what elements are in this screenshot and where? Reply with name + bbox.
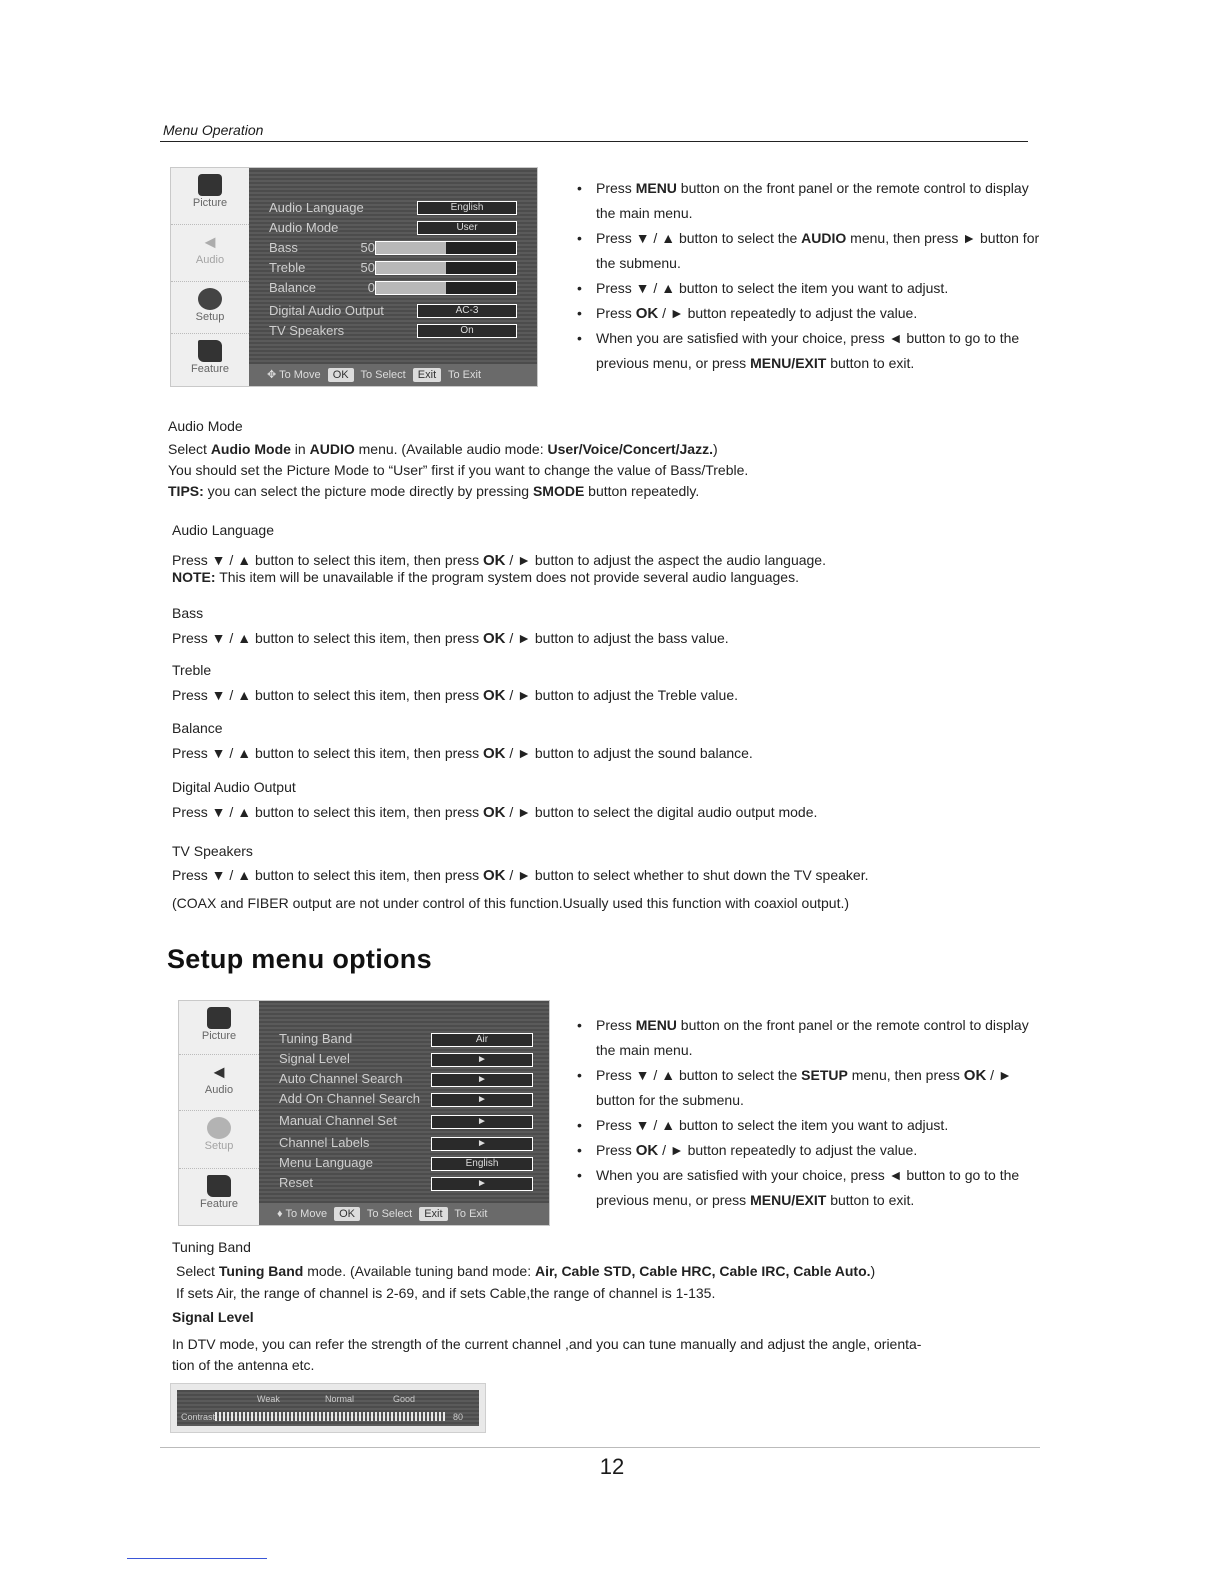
category-setup: Setup [171, 282, 249, 334]
paragraph: Press ▼ / ▲ button to select this item, then press OK / ► button to adjust the bass value. [172, 630, 729, 647]
running-header: Menu Operation [163, 122, 264, 138]
tv-icon [207, 1007, 231, 1029]
paragraph: tion of the antenna etc. [172, 1357, 315, 1373]
paragraph: TIPS: you can select the picture mode directly by pressing SMODE button repeatedly. [168, 483, 700, 499]
section-heading: TV Speakers [172, 843, 253, 859]
signal-level-screenshot [170, 1383, 486, 1433]
paragraph: Select Tuning Band mode. (Available tuning band mode: Air, Cable STD, Cable HRC, Cable IRC, Cable Auto.) [176, 1263, 876, 1279]
value-box: ► [431, 1177, 533, 1191]
meter-label-normal: Normal [325, 1394, 355, 1404]
menu-row: Treble 50 [269, 260, 375, 275]
audio-menu-panel: Audio Language English Audio Mode User Bass 50 Treble 50 Balance 0 Digital Audio Output AC-3 TV Speakers On ✥ To Move OK To Select Exit To Exit [249, 168, 537, 386]
tv-icon [198, 174, 222, 196]
paragraph: Press ▼ / ▲ button to select this item, then press OK / ► button to adjust the aspect the audio language. [172, 552, 826, 569]
value-box: On [417, 324, 517, 338]
category-audio: ◄ Audio [171, 225, 249, 282]
section-heading: Bass [172, 605, 204, 621]
meter-label-good: Good [393, 1394, 416, 1404]
list-item: • Press OK / ► button repeatedly to adjust the value. [574, 301, 1044, 326]
paragraph: You should set the Picture Mode to “User” first if you want to change the value of Bass/Treble. [168, 462, 749, 478]
section-title: Setup menu options [167, 944, 432, 974]
page-number: 12 [599, 1454, 625, 1479]
section-heading: Audio Language [172, 522, 274, 538]
menu-row: Balance 0 [269, 280, 375, 295]
level-bar [375, 281, 517, 295]
menu-footer: ♦ To Move OK To Select Exit To Exit [259, 1203, 549, 1225]
level-bar [375, 261, 517, 275]
move-arrows-icon: ♦ [277, 1208, 283, 1220]
menu-category-sidebar [179, 1001, 259, 1225]
category-picture: Picture [171, 168, 249, 225]
list-item: • When you are satisfied with your choice, press ◄ button to go to the previous menu, or press MENU/EXIT button to exit. [574, 326, 1044, 376]
level-bar [375, 241, 517, 255]
list-item: • When you are satisfied with your choice, press ◄ button to go to the previous menu, or press MENU/EXIT button to exit. [574, 1163, 1044, 1213]
setup-menu-screenshot [178, 1000, 550, 1226]
value-box: ► [431, 1115, 533, 1129]
menu-footer: ✥ To Move OK To Select Exit To Exit [249, 364, 537, 386]
feature-icon [198, 340, 222, 362]
paragraph: If sets Air, the range of channel is 2-69, and if sets Cable,the range of channel is 1-135. [176, 1285, 716, 1301]
value-box: ► [431, 1053, 533, 1067]
menu-category-sidebar [171, 168, 249, 386]
paragraph: Press ▼ / ▲ button to select this item, then press OK / ► button to select whether to shut down the TV speaker. [172, 867, 869, 884]
move-arrows-icon: ✥ [267, 369, 277, 381]
list-item: • Press ▼ / ▲ button to select the item you want to adjust. [574, 1113, 1044, 1138]
value-box: ► [431, 1073, 533, 1087]
section-heading: Balance [172, 720, 223, 736]
section-heading: Digital Audio Output [172, 779, 296, 795]
satellite-dish-icon [207, 1117, 231, 1139]
speaker-icon: ◄ [210, 1062, 228, 1082]
value-box: English [431, 1157, 533, 1171]
value-box: User [417, 221, 517, 235]
satellite-dish-icon [198, 288, 222, 310]
list-item: • Press MENU button on the front panel or the remote control to display the main menu. [574, 176, 1044, 226]
paragraph: Press ▼ / ▲ button to select this item, then press OK / ► button to adjust the Treble value. [172, 687, 739, 704]
meter-label-weak: Weak [257, 1394, 280, 1404]
category-audio: ◄ Audio [179, 1055, 259, 1111]
setup-menu-panel: Tuning Band Air Signal Level ► Auto Channel Search ► Add On Channel Search ► Manual Channel Set ► Channel Labels ► Menu Language English Reset ► ♦ To Move OK To Select Exit To Exit [259, 1001, 549, 1225]
paragraph: Press ▼ / ▲ button to select this item, then press OK / ► button to adjust the sound balance. [172, 745, 753, 762]
link-underline [127, 1558, 267, 1559]
section-heading: Audio Mode [168, 418, 243, 434]
value-box: Air [431, 1033, 533, 1047]
audio-menu-screenshot [170, 167, 538, 387]
footer-rule [160, 1447, 1040, 1448]
meter-label-contrast: Contrast [181, 1412, 216, 1422]
feature-icon [207, 1175, 231, 1197]
signal-meter-bar [215, 1412, 447, 1421]
paragraph: Press ▼ / ▲ button to select this item, then press OK / ► button to select the digital audio output mode. [172, 804, 818, 821]
category-setup: Setup [179, 1111, 259, 1169]
list-item: • Press MENU button on the front panel or the remote control to display the main menu. [574, 1013, 1044, 1063]
meter-value: 80 [453, 1412, 464, 1422]
setup-instructions [574, 1013, 1044, 1213]
paragraph: (COAX and FIBER output are not under control of this function.Usually used this function with coaxiol output.) [172, 895, 850, 911]
section-heading: Signal Level [172, 1309, 254, 1325]
list-item: • Press OK / ► button repeatedly to adjust the value. [574, 1138, 1044, 1163]
paragraph: In DTV mode, you can refer the strength of the current channel ,and you can tune manually and adjust the angle, orienta- [172, 1336, 922, 1352]
signal-meter-panel [177, 1390, 479, 1426]
paragraph: NOTE: This item will be unavailable if the program system does not provide several audio languages. [172, 569, 799, 585]
value-box: AC-3 [417, 304, 517, 318]
speaker-icon: ◄ [201, 232, 219, 252]
header-rule [160, 141, 1028, 142]
value-box: ► [431, 1093, 533, 1107]
category-picture: Picture [179, 1001, 259, 1055]
category-feature: Feature [179, 1169, 259, 1227]
paragraph: Select Audio Mode in AUDIO menu. (Available audio mode: User/Voice/Concert/Jazz.) [168, 441, 718, 457]
audio-instructions [574, 176, 1044, 376]
section-heading: Tuning Band [172, 1239, 251, 1255]
section-heading: Treble [172, 662, 212, 678]
value-box: ► [431, 1137, 533, 1151]
list-item: • Press ▼ / ▲ button to select the item you want to adjust. [574, 276, 1044, 301]
category-feature: Feature [171, 334, 249, 388]
menu-row: Bass 50 [269, 240, 375, 255]
list-item: • Press ▼ / ▲ button to select the SETUP menu, then press OK / ► button for the submenu. [574, 1063, 1044, 1113]
list-item: • Press ▼ / ▲ button to select the AUDIO menu, then press ► button for the submenu. [574, 226, 1044, 276]
value-box: English [417, 201, 517, 215]
